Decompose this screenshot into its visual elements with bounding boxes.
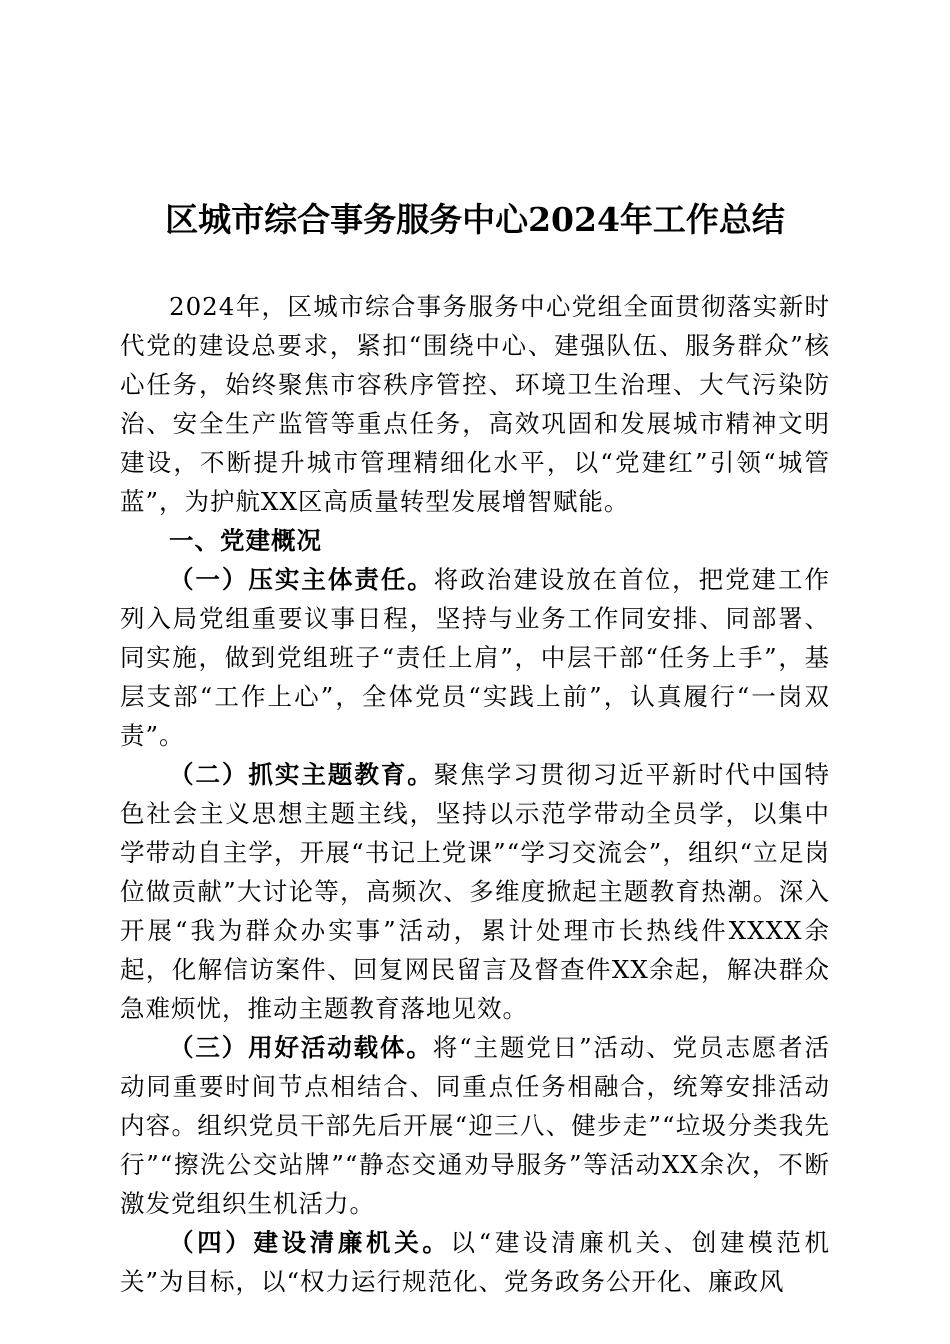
item-paragraph [120,1223,830,1301]
item-lead: （二）抓实主题教育。 [169,760,434,789]
section-heading-party-building: 一、党建概况 [169,526,322,555]
item-lead: （一）压实主体责任。 [169,565,434,594]
intro-paragraph: 2024年，区城市综合事务服务中心党组全面贯彻落实新时代党的建设总要求，紧扣“围绕中心、建强队伍、服务群众”核心任务，始终聚焦市容秩序管控、环境卫生治理、大气污染防治、安全生产监管等重点任务，高效巩固和发展城市精神文明建设，不断提升城市管理精细化水平，以“党建红”引领“城管蓝”，为护航XX区高质量转型发展增智赋能。 [120,292,830,516]
item-paragraph [120,755,830,1028]
item-text: 以“建设清廉机关、创建模范机关”为目标，以“权力运行规范化、党务政务公开化、廉政风 [120,1228,831,1296]
item-lead: （三）用好活动载体。 [169,1033,433,1062]
document-body [120,287,830,1301]
item-paragraph [120,560,830,755]
item-text: 将“主题党日”活动、党员志愿者活动同重要时间节点相结合、同重点任务相融合，统筹安排活动内容。组织党员干部先后开展“迎三八、健步走”“垃圾分类我先行”“擦洗公交站牌”“静态交通劝导服务”等活动XX余次，不断激发党组织生机活力。 [120,1033,830,1218]
item-lead: （四）建设清廉机关。 [169,1228,451,1257]
document-title: 区城市综合事务服务中心2024年工作总结 [165,200,785,239]
item-paragraph [120,1028,830,1223]
item-text: 聚焦学习贯彻习近平新时代中国特色社会主义思想主题主线，坚持以示范学带动全员学，以集中学带动自主学，开展“书记上党课”“学习交流会”，组织“立足岗位做贡献”大讨论等，高频次、多维度掀起主题教育热潮。深入开展“我为群众办实事”活动，累计处理市长热线件XXXX余起，化解信访案件、回复网民留言及督查件XX余起，解决群众急难烦忧，推动主题教育落地见效。 [120,760,831,1023]
item-text: 将政治建设放在首位，把党建工作列入局党组重要议事日程，坚持与业务工作同安排、同部署、同实施，做到党组班子“责任上肩”，中层干部“任务上手”，基层支部“工作上心”，全体党员“实践上前”，认真履行“一岗双责”。 [120,565,831,750]
